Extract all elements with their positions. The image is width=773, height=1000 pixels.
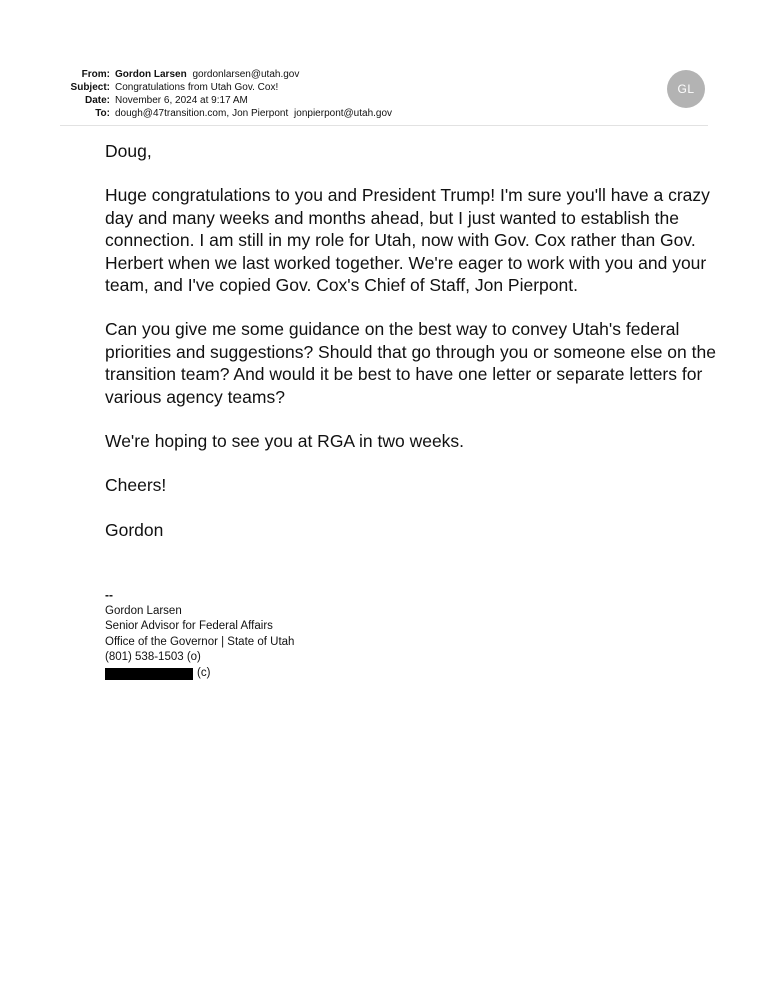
subject-value: Congratulations from Utah Gov. Cox! xyxy=(115,82,279,93)
to-value xyxy=(115,107,710,120)
recipient-email-1[interactable]: dough@47transition.com, xyxy=(115,108,230,119)
email-body xyxy=(105,140,725,563)
greeting: Doug, xyxy=(105,141,152,161)
sender-avatar: GL xyxy=(667,70,705,108)
date-label: Date: xyxy=(84,95,110,106)
email-header xyxy=(60,68,710,120)
closing: Cheers! xyxy=(105,475,167,496)
signature-office-phone: (801) 538-1503 (o) xyxy=(105,651,201,664)
signature-office: Office of the Governor | State of Utah xyxy=(105,635,295,648)
signature-cell-row xyxy=(105,666,505,682)
date-value: November 6, 2024 at 9:17 AM xyxy=(115,95,248,106)
recipient-name-2[interactable]: Jon Pierpont xyxy=(232,108,289,119)
body-paragraph-2: Can you give me some guidance on the best way to convey Utah's federal priorities and suggestions? Should that go through you or someone else on the transition team? And would it be best to have one letter or separate letters for various agency teams? xyxy=(105,319,716,407)
body-paragraph-3: We're hoping to see you at RGA in two weeks. xyxy=(105,431,465,452)
signature-cell-suffix: (c) xyxy=(197,666,211,679)
sender-email[interactable]: gordonlarsen@utah.gov xyxy=(192,69,300,80)
signature-block xyxy=(105,588,505,682)
subject-row xyxy=(60,81,710,94)
recipient-email-2[interactable]: jonpierpont@utah.gov xyxy=(294,108,393,119)
signature-title: Senior Advisor for Federal Affairs xyxy=(105,620,273,633)
date-row xyxy=(60,94,710,107)
from-value xyxy=(115,68,710,81)
sender-name[interactable]: Gordon Larsen xyxy=(115,69,187,80)
to-row xyxy=(60,107,710,120)
header-divider xyxy=(60,125,708,126)
sender-first-name: Gordon xyxy=(105,519,164,540)
signature-name: Gordon Larsen xyxy=(105,604,182,617)
subject-label: Subject: xyxy=(70,82,110,93)
redaction-bar xyxy=(105,668,193,680)
signature-separator: -- xyxy=(105,588,113,602)
from-row xyxy=(60,68,710,81)
to-label: To: xyxy=(95,108,110,119)
body-paragraph-1: Huge congratulations to you and President Trump! I'm sure you'll have a crazy day and many weeks and months ahead, but I just wanted to establish the connection. I am still in my role for Utah, now with Gov. Cox rather than Gov. Herbert when we last worked together. We're eager to work with you and your team, and I've copied Gov. Cox's Chief of Staff, Jon Pierpont. xyxy=(105,185,710,296)
from-label: From: xyxy=(81,69,110,80)
